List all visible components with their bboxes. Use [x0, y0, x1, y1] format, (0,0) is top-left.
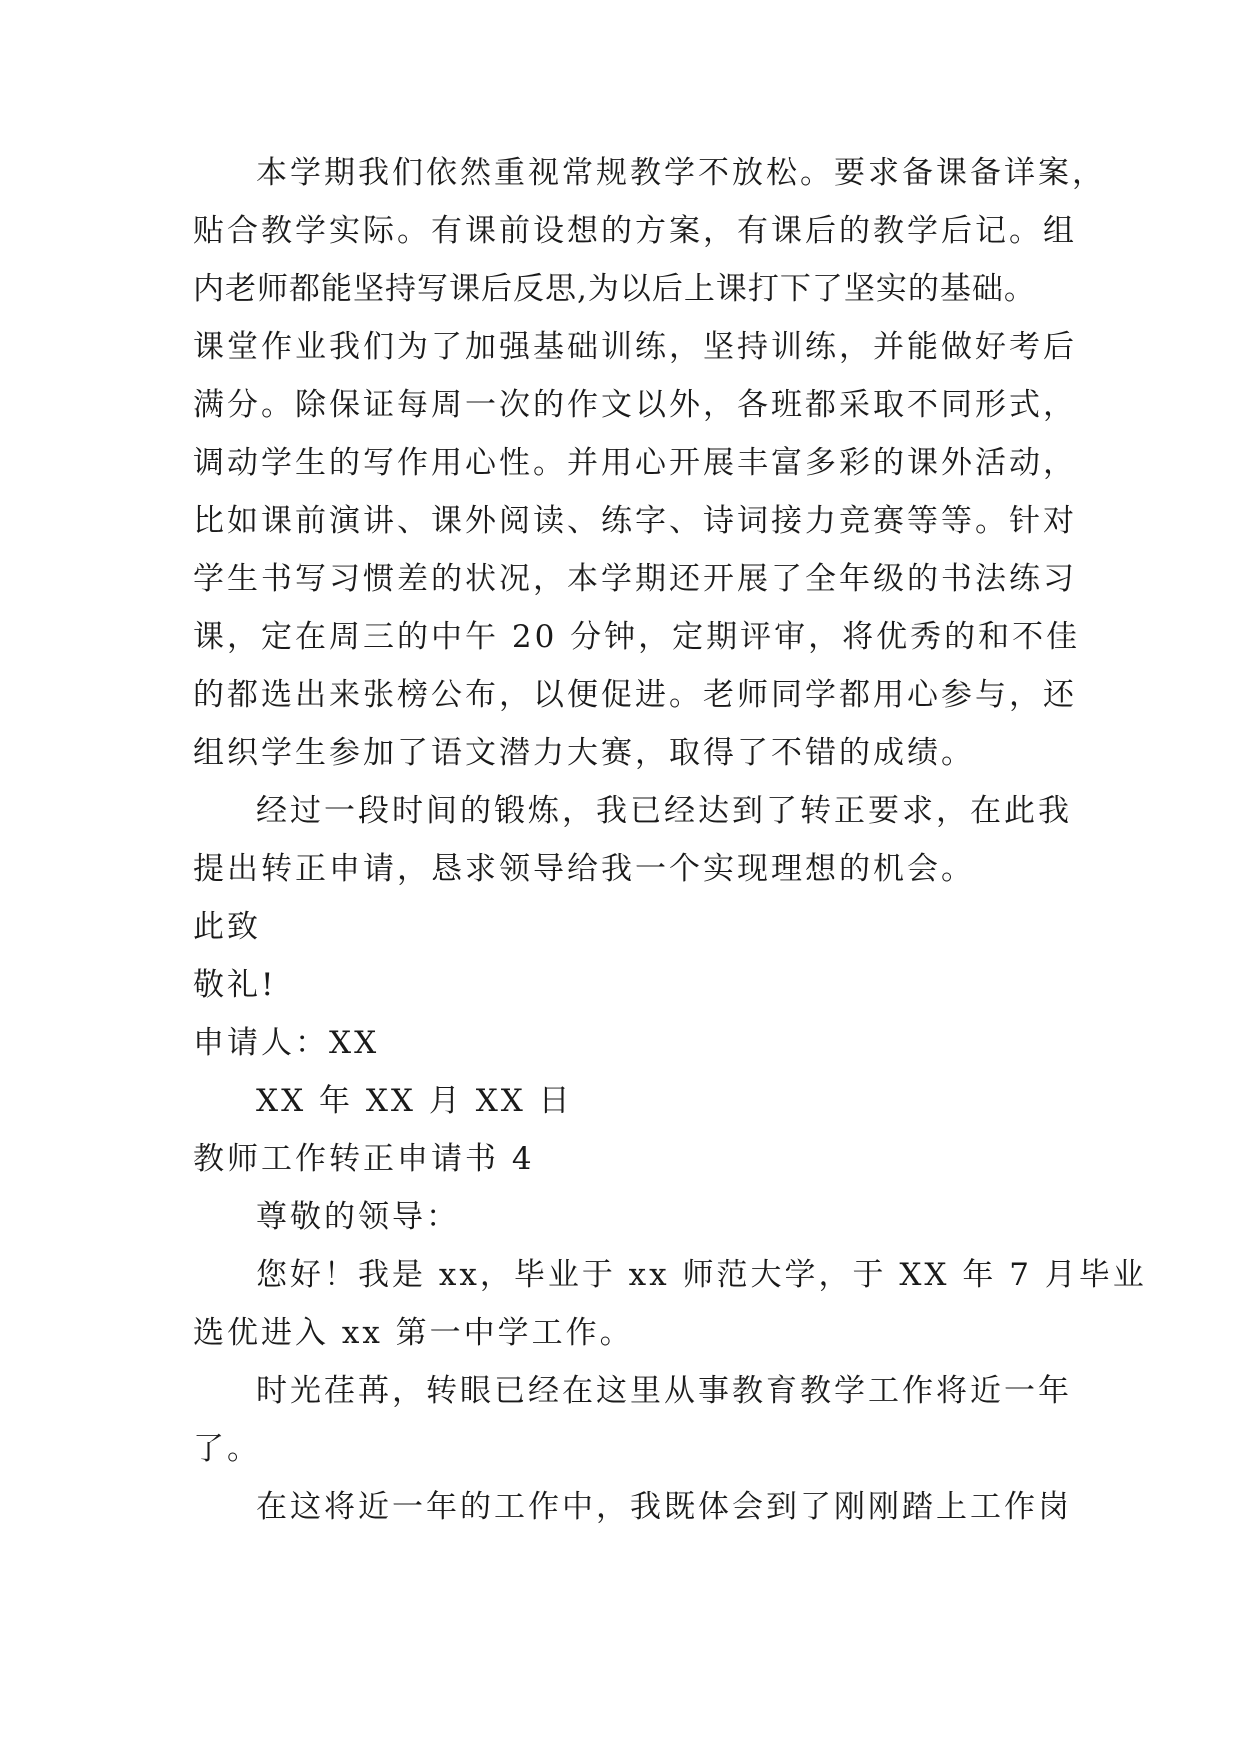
- section-title: 教师工作转正申请书 4: [193, 1141, 535, 1177]
- closing-line: 此致: [193, 909, 261, 945]
- body-line: 了。: [193, 1431, 261, 1467]
- body-line: 比如课前演讲、课外阅读、练字、诗词接力竞赛等等。针对: [193, 503, 1077, 539]
- body-line: 在这将近一年的工作中，我既体会到了刚刚踏上工作岗: [256, 1489, 1072, 1525]
- body-line: 学生书写习惯差的状况，本学期还开展了全年级的书法练习: [193, 561, 1077, 597]
- body-line: 的都选出来张榜公布，以便促进。老师同学都用心参与，还: [193, 677, 1077, 713]
- body-line: 提出转正申请，恳求领导给我一个实现理想的机会。: [193, 851, 975, 887]
- body-line: 内老师都能坚持写课后反思,为以后上课打下了坚实的基础。: [193, 271, 1036, 307]
- greeting-line: 尊敬的领导：: [256, 1199, 460, 1235]
- body-line: 选优进入 xx 第一中学工作。: [193, 1315, 634, 1351]
- body-line: 调动学生的写作用心性。并用心开展丰富多彩的课外活动，: [193, 445, 1077, 481]
- body-line: 本学期我们依然重视常规教学不放松。要求备课备详案，: [256, 155, 1106, 191]
- body-line: 课堂作业我们为了加强基础训练，坚持训练，并能做好考后: [193, 329, 1077, 365]
- body-line: 组织学生参加了语文潜力大赛，取得了不错的成绩。: [193, 735, 975, 771]
- body-line: 满分。除保证每周一次的作文以外，各班都采取不同形式，: [193, 387, 1077, 423]
- body-line: 您好！我是 xx，毕业于 xx 师范大学，于 XX 年 7 月毕业: [256, 1257, 1147, 1293]
- applicant-line: 申请人：XX: [193, 1025, 380, 1061]
- date-line: XX 年 XX 月 XX 日: [256, 1083, 573, 1119]
- body-line: 时光荏苒，转眼已经在这里从事教育教学工作将近一年: [256, 1373, 1072, 1409]
- salutation-line: 敬礼!: [193, 967, 277, 1003]
- body-line: 经过一段时间的锻炼，我已经达到了转正要求，在此我: [256, 793, 1072, 829]
- body-line: 贴合教学实际。有课前设想的方案，有课后的教学后记。组: [193, 213, 1077, 249]
- body-line: 课，定在周三的中午 20 分钟，定期评审，将优秀的和不佳: [193, 619, 1081, 655]
